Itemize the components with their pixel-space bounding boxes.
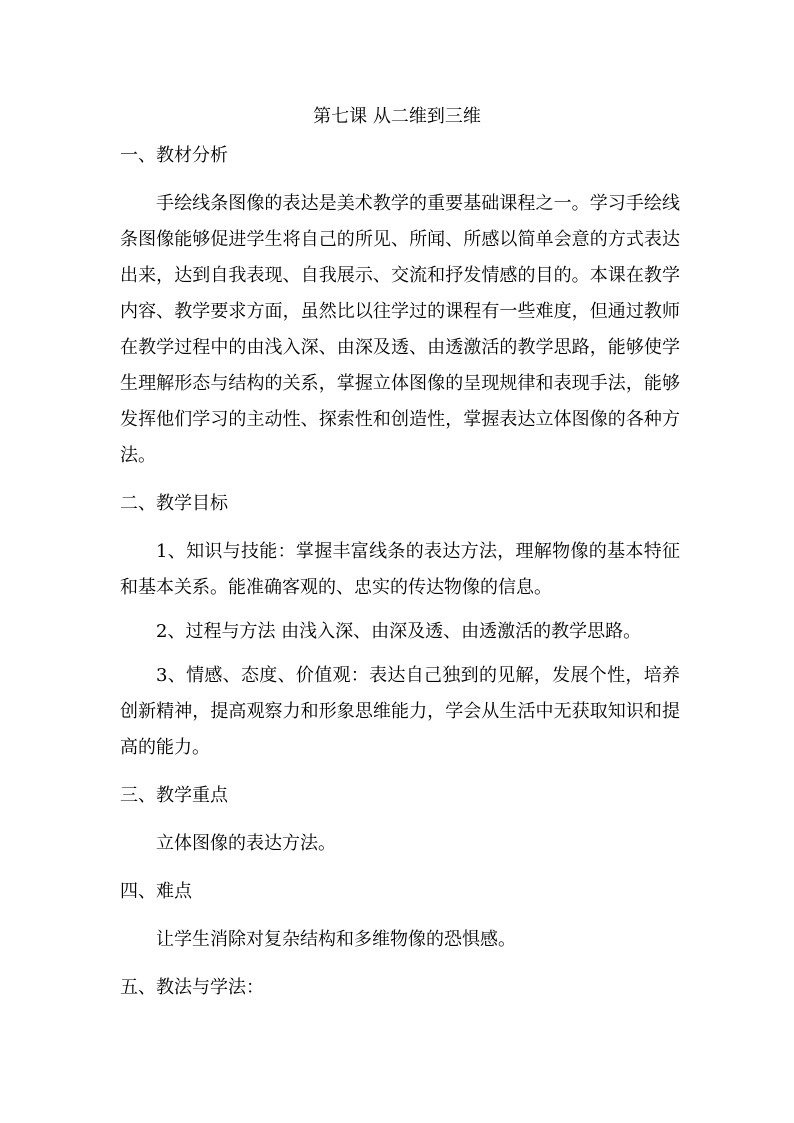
section-heading: 五、教法与学法：: [120, 977, 264, 998]
section-heading: 三、教学重点: [120, 785, 228, 806]
section-paragraph: 让学生消除对复杂结构和多维物像的恐惧感。: [156, 929, 516, 950]
section-textbook-analysis: [120, 144, 680, 474]
section-teaching-goals: [120, 492, 680, 766]
section-heading: 二、教学目标: [120, 493, 228, 514]
section-paragraph: 立体图像的表达方法。: [156, 833, 336, 854]
section-methods: [120, 976, 680, 1000]
section-paragraph: 1、知识与技能：掌握丰富线条的表达方法，理解物像的基本特征和基本关系。能准确客观的、忠实的传达物像的信息。: [120, 541, 680, 598]
section-teaching-focus: [120, 784, 680, 862]
section-paragraph: 手绘线条图像的表达是美术教学的重要基础课程之一。学习手绘线条图像能够促进学生将自己的所见、所闻、所感以简单会意的方式表达出来，达到自我表现、自我展示、交流和抒发情感的目的。本课在教学内容、教学要求方面，虽然比以往学过的课程有一些难度，但通过教师在教学过程中的由浅入深、由深及透、由透激活的教学思路，能够使学生理解形态与结构的关系，掌握立体图像的呈现规律和表现手法，能够发挥他们学习的主动性、探索性和创造性，掌握表达立体图像的各种方法。: [120, 193, 680, 466]
section-difficulty: [120, 880, 680, 958]
document-body: [120, 144, 680, 1018]
section-paragraph: 2、过程与方法 由浅入深、由深及透、由透激活的教学思路。: [156, 621, 642, 642]
document-title: 第七课 从二维到三维: [313, 106, 481, 127]
section-paragraph: 3、情感、态度、价值观：表达自己独到的见解，发展个性，培养创新精神，提高观察力和形象思维能力，学会从生活中无获取知识和提高的能力。: [120, 665, 680, 758]
section-heading: 四、难点: [120, 881, 192, 902]
section-heading: 一、教材分析: [120, 145, 228, 166]
